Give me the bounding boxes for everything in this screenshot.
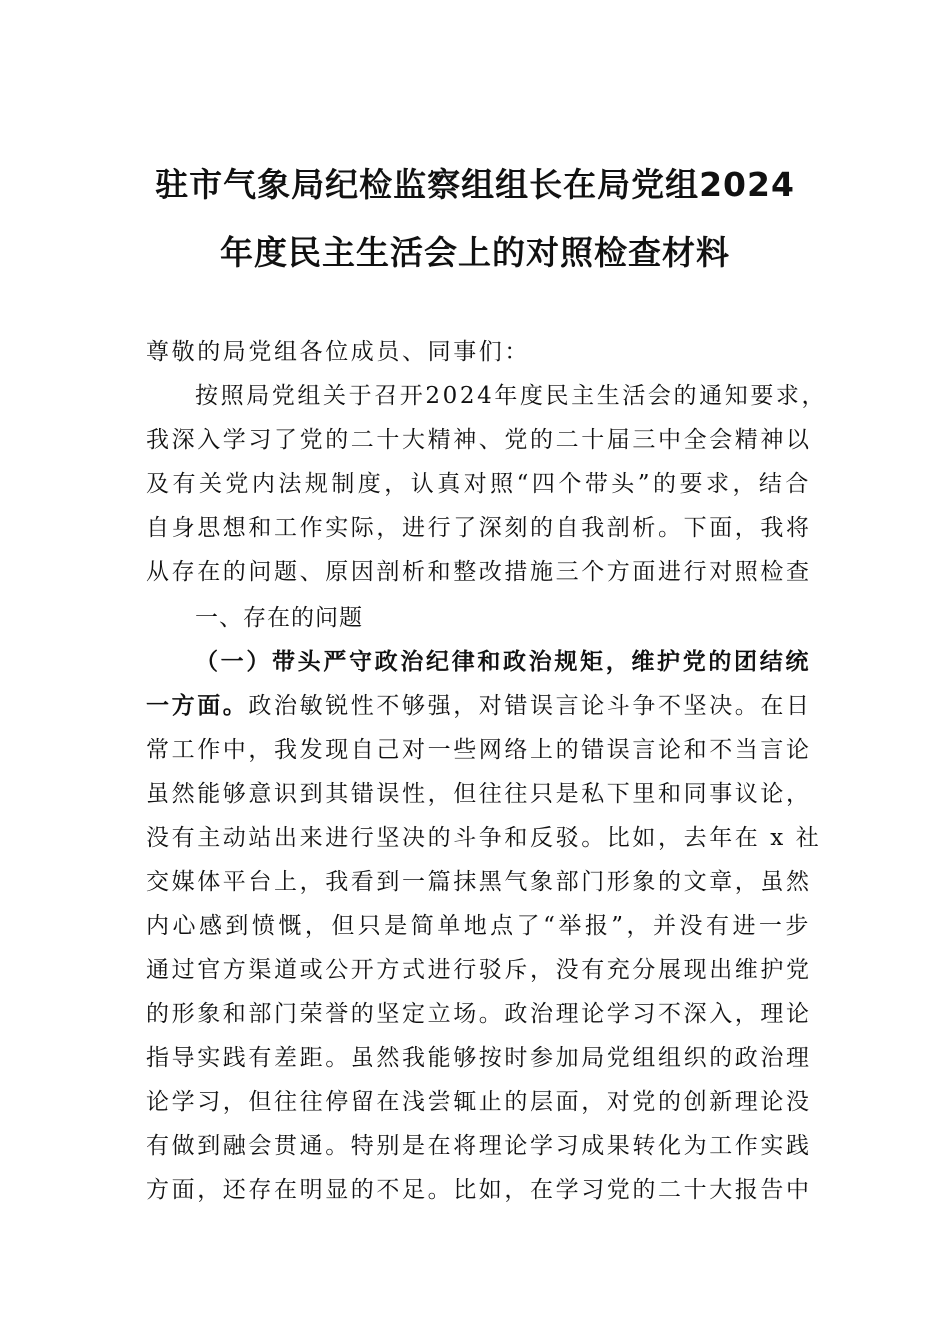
- body-paragraph-line: 指导实践有差距。虽然我能够按时参加局党组组织的政治理: [146, 1045, 812, 1071]
- body-paragraph-line: 有做到融会贯通。特别是在将理论学习成果转化为工作实践: [146, 1133, 812, 1159]
- subsection-heading-tail: 一方面。: [146, 692, 249, 719]
- subsection-heading-line: （一）带头严守政治纪律和政治规矩，维护党的团结统: [195, 648, 811, 675]
- intro-paragraph-line: 按照局党组关于召开2024年度民主生活会的通知要求，: [195, 383, 828, 409]
- body-paragraph-line: 常工作中，我发现自己对一些网络上的错误言论和不当言论: [146, 737, 812, 763]
- document-title-line-1: 驻市气象局纪检监察组组长在局党组2024: [155, 165, 795, 204]
- intro-paragraph-line: 从存在的问题、原因剖析和整改措施三个方面进行对照检查: [146, 559, 812, 585]
- body-paragraph-line: 论学习，但往往停留在浅尝辄止的层面，对党的创新理论没: [146, 1089, 812, 1115]
- body-paragraph-line: 没有主动站出来进行坚决的斗争和反驳。比如，去年在 x 社: [146, 825, 822, 851]
- body-paragraph-line: 虽然能够意识到其错误性，但往往只是私下里和同事议论，: [146, 781, 812, 807]
- body-paragraph-line: 方面，还存在明显的不足。比如，在学习党的二十大报告中: [146, 1177, 812, 1203]
- salutation: 尊敬的局党组各位成员、同事们：: [146, 339, 530, 365]
- document-title-line-2: 年度民主生活会上的对照检查材料: [220, 233, 730, 272]
- body-paragraph-line: 的形象和部门荣誉的坚定立场。政治理论学习不深入，理论: [146, 1001, 812, 1027]
- subsection-mixed-line: [146, 690, 811, 722]
- section-heading-problems: 一、存在的问题: [195, 605, 363, 631]
- body-paragraph-line: 通过官方渠道或公开方式进行驳斥，没有充分展现出维护党: [146, 957, 812, 983]
- intro-paragraph-line: 我深入学习了党的二十大精神、党的二十届三中全会精神以: [146, 427, 812, 453]
- intro-paragraph-line: 自身思想和工作实际，进行了深刻的自我剖析。下面，我将: [146, 515, 812, 541]
- subsection-text-start: 政治敏锐性不够强，对错误言论斗争不坚决。在日: [248, 693, 812, 719]
- body-paragraph-line: 内心感到愤慨，但只是简单地点了“举报”，并没有进一步: [146, 913, 811, 939]
- intro-paragraph-line: 及有关党内法规制度，认真对照“四个带头”的要求，结合: [146, 471, 811, 497]
- body-paragraph-line: 交媒体平台上，我看到一篇抹黑气象部门形象的文章，虽然: [146, 869, 812, 895]
